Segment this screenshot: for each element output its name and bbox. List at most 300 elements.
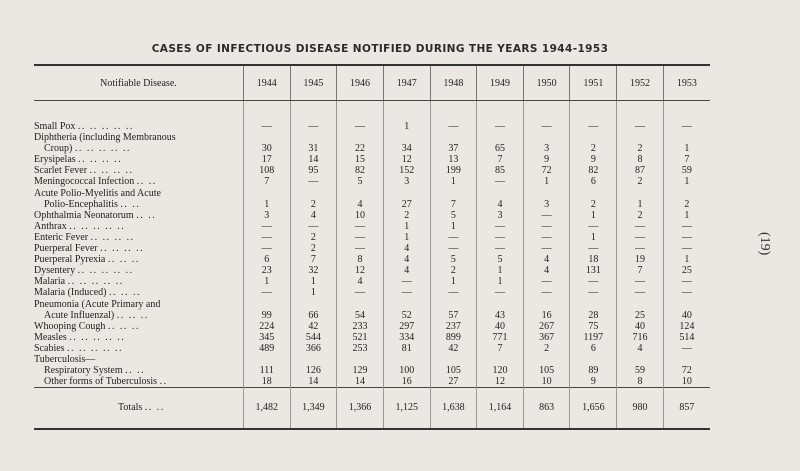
cell-value: 5: [477, 254, 524, 265]
leader-dots: .. .. .. .. ..: [67, 342, 124, 354]
table-row: [34, 287, 710, 298]
cell-value: —: [337, 287, 384, 298]
cell-value: 1: [383, 232, 430, 243]
leader-dots: .. .. .. ..: [89, 165, 134, 177]
cell-value: 131: [570, 265, 617, 276]
cell-value: [383, 132, 430, 143]
table-row: [34, 254, 710, 265]
disease-label: Puerperal Fever: [34, 243, 98, 255]
leader-dots: .. .. ..: [107, 254, 140, 266]
cell-value: [430, 354, 477, 365]
header-year: 1945: [290, 65, 337, 101]
cell-value: 42: [290, 321, 337, 332]
cell-value: [477, 188, 524, 199]
cell-value: 4: [337, 276, 384, 287]
leader-dots: .. .. .. .. ..: [77, 265, 134, 277]
cell-value: [243, 132, 290, 143]
disease-name: [34, 221, 243, 232]
cell-value: 12: [383, 154, 430, 165]
leader-dots: .. .. ..: [116, 309, 149, 321]
total-value: 980: [617, 388, 664, 430]
cell-value: —: [243, 243, 290, 254]
cell-value: 31: [290, 143, 337, 154]
disease-label: Anthrax: [34, 220, 67, 232]
cell-value: 5: [430, 210, 477, 221]
header-year: 1950: [523, 65, 570, 101]
cell-value: [663, 132, 710, 143]
total-value: 1,366: [337, 388, 384, 430]
disease-label: Small Pox: [34, 121, 76, 132]
cell-value: [617, 299, 664, 310]
disease-label: Respiratory System: [44, 365, 123, 377]
cell-value: —: [523, 210, 570, 221]
disease-name: [34, 276, 243, 287]
cell-value: —: [617, 276, 664, 287]
cell-value: 4: [290, 210, 337, 221]
leader-dots: .. ..: [144, 402, 165, 414]
total-value: 857: [663, 388, 710, 430]
disease-label: Acute Polio-Myelitis and Acute: [34, 187, 161, 199]
disease-name: [34, 365, 243, 376]
cell-value: 1: [477, 276, 524, 287]
cell-value: 3: [523, 143, 570, 154]
cell-value: —: [477, 243, 524, 254]
cell-value: 13: [430, 154, 477, 165]
cell-value: 1: [477, 265, 524, 276]
cell-value: 12: [477, 376, 524, 388]
cell-value: 345: [243, 332, 290, 343]
disease-name: [34, 354, 243, 365]
cell-value: 10: [663, 376, 710, 388]
cell-value: —: [383, 276, 430, 287]
leader-dots: ..: [159, 376, 168, 388]
header-year: 1944: [243, 65, 290, 101]
cell-value: 105: [430, 365, 477, 376]
cell-value: [663, 354, 710, 365]
cell-value: —: [617, 232, 664, 243]
cell-value: [383, 188, 430, 199]
disease-name: [34, 376, 243, 388]
header-year: 1949: [477, 65, 524, 101]
cell-value: 152: [383, 165, 430, 176]
cell-value: 52: [383, 310, 430, 321]
cell-value: 7: [430, 199, 477, 210]
disease-label: Puerperal Pyrexia: [34, 254, 106, 266]
disease-label: Enteric Fever: [34, 231, 89, 243]
cell-value: 2: [617, 176, 664, 187]
disease-label: Ophthalmia Neonatorum: [34, 209, 134, 221]
cell-value: 6: [570, 176, 617, 187]
cell-value: —: [430, 121, 477, 132]
cell-value: 7: [663, 154, 710, 165]
cell-value: 1: [383, 221, 430, 232]
leader-dots: .. ..: [136, 176, 157, 188]
cell-value: 9: [570, 154, 617, 165]
cell-value: 43: [477, 310, 524, 321]
disease-name: [34, 321, 243, 332]
cell-value: 366: [290, 343, 337, 354]
disease-label: Croup): [44, 143, 73, 155]
disease-label: Scabies: [34, 342, 65, 354]
header-year: 1947: [383, 65, 430, 101]
cell-value: [477, 354, 524, 365]
cell-value: 126: [290, 365, 337, 376]
cell-value: —: [477, 121, 524, 132]
table-row: [34, 176, 710, 187]
cell-value: 18: [243, 376, 290, 388]
total-value: 1,638: [430, 388, 477, 430]
cell-value: —: [477, 287, 524, 298]
cell-value: 7: [477, 343, 524, 354]
cell-value: —: [243, 121, 290, 132]
cell-value: [290, 354, 337, 365]
cell-value: 6: [243, 254, 290, 265]
disease-label: Dysentery: [34, 265, 76, 277]
cell-value: —: [663, 276, 710, 287]
disease-name: [34, 121, 243, 132]
disease-name: [34, 165, 243, 176]
cell-value: —: [337, 221, 384, 232]
disease-label: Other forms of Tuberculosis: [44, 376, 158, 388]
cell-value: 111: [243, 365, 290, 376]
cell-value: —: [383, 287, 430, 298]
cell-value: —: [477, 232, 524, 243]
page-number: (19): [757, 232, 772, 256]
disease-label: Measles: [34, 331, 67, 343]
cell-value: —: [617, 121, 664, 132]
cell-value: —: [523, 243, 570, 254]
table-row: [34, 221, 710, 232]
cell-value: 7: [617, 265, 664, 276]
cell-value: —: [523, 221, 570, 232]
disease-name: [34, 154, 243, 165]
table-row: [34, 332, 710, 343]
cell-value: 4: [337, 199, 384, 210]
table-row: [34, 199, 710, 210]
cell-value: 1: [570, 210, 617, 221]
table-row: [34, 132, 710, 143]
cell-value: 8: [337, 254, 384, 265]
cell-value: 1: [663, 176, 710, 187]
cell-value: [337, 299, 384, 310]
cell-value: —: [290, 176, 337, 187]
cell-value: —: [337, 243, 384, 254]
table-title: CASES OF INFECTIOUS DISEASE NOTIFIED DURING THE YEARS 1944-1953: [151, 43, 609, 55]
disease-name: [34, 199, 243, 210]
cell-value: 40: [477, 321, 524, 332]
disease-name: [34, 243, 243, 254]
table-row: [34, 265, 710, 276]
cell-value: —: [663, 232, 710, 243]
disease-name: [34, 232, 243, 243]
cell-value: 1197: [570, 332, 617, 343]
header-year: 1946: [337, 65, 384, 101]
cell-value: [290, 188, 337, 199]
cell-value: 40: [617, 321, 664, 332]
cell-value: 5: [337, 176, 384, 187]
cell-value: 2: [663, 199, 710, 210]
cell-value: [243, 299, 290, 310]
disease-label: Scarlet Fever: [34, 165, 88, 177]
cell-value: 1: [430, 221, 477, 232]
disease-name: [34, 265, 243, 276]
cell-value: 2: [617, 143, 664, 154]
table-row: [34, 243, 710, 254]
cell-value: 899: [430, 332, 477, 343]
cell-value: 1: [663, 143, 710, 154]
leader-dots: .. .. .. .. ..: [69, 220, 126, 232]
cell-value: —: [617, 221, 664, 232]
cell-value: —: [663, 243, 710, 254]
cell-value: 89: [570, 365, 617, 376]
header-year: 1952: [617, 65, 664, 101]
cell-value: 57: [430, 310, 477, 321]
cell-value: —: [617, 287, 664, 298]
cell-value: 233: [337, 321, 384, 332]
cell-value: 7: [477, 154, 524, 165]
cell-value: —: [337, 121, 384, 132]
table-row: [34, 188, 710, 199]
total-value: 1,125: [383, 388, 430, 430]
cell-value: 54: [337, 310, 384, 321]
disease-name: [34, 143, 243, 154]
cell-value: 237: [430, 321, 477, 332]
cell-value: 1: [617, 199, 664, 210]
disease-name: [34, 132, 243, 143]
cell-value: 9: [570, 376, 617, 388]
table-row: [34, 365, 710, 376]
cell-value: —: [477, 176, 524, 187]
total-value: 1,482: [243, 388, 290, 430]
cell-value: [243, 354, 290, 365]
cell-value: 105: [523, 365, 570, 376]
cell-value: 66: [290, 310, 337, 321]
cell-value: [337, 188, 384, 199]
cell-value: —: [477, 221, 524, 232]
disease-label: Acute Influenzal): [44, 309, 115, 321]
cell-value: 1: [383, 121, 430, 132]
cell-value: [570, 188, 617, 199]
leader-dots: .. .. .. .. ..: [67, 276, 124, 288]
cell-value: [523, 188, 570, 199]
cell-value: —: [570, 243, 617, 254]
cell-value: —: [663, 287, 710, 298]
cell-value: —: [663, 121, 710, 132]
cell-value: —: [523, 287, 570, 298]
cell-value: [617, 188, 664, 199]
disease-name: [34, 210, 243, 221]
disease-label: Meningococcal Infection: [34, 176, 135, 188]
cell-value: [477, 299, 524, 310]
cell-value: [523, 132, 570, 143]
cell-value: 85: [477, 165, 524, 176]
cell-value: 4: [477, 199, 524, 210]
cell-value: [337, 354, 384, 365]
cell-value: 489: [243, 343, 290, 354]
cell-value: —: [430, 243, 477, 254]
cell-value: 82: [570, 165, 617, 176]
leader-dots: .. .. .. ..: [78, 154, 123, 166]
cell-value: [290, 299, 337, 310]
cell-value: —: [243, 232, 290, 243]
cell-value: —: [523, 232, 570, 243]
cell-value: 30: [243, 143, 290, 154]
cell-value: 34: [383, 143, 430, 154]
cell-value: 2: [383, 210, 430, 221]
cell-value: [617, 132, 664, 143]
cell-value: 1: [430, 176, 477, 187]
cell-value: 4: [383, 243, 430, 254]
cell-value: 2: [290, 232, 337, 243]
table-row: [34, 121, 710, 132]
cell-value: 2: [523, 343, 570, 354]
cell-value: 32: [290, 265, 337, 276]
cell-value: [383, 354, 430, 365]
header-row: [34, 65, 710, 101]
cell-value: [570, 299, 617, 310]
totals-row: [34, 388, 710, 430]
cell-value: 199: [430, 165, 477, 176]
table-row: [34, 354, 710, 365]
cell-value: 1: [243, 199, 290, 210]
cell-value: —: [617, 243, 664, 254]
cell-value: —: [523, 121, 570, 132]
cell-value: 19: [617, 254, 664, 265]
cell-value: 15: [337, 154, 384, 165]
cell-value: 108: [243, 165, 290, 176]
disease-name: [34, 332, 243, 343]
cell-value: 1: [570, 232, 617, 243]
leader-dots: .. .. .. ..: [100, 243, 145, 255]
cell-value: 4: [523, 265, 570, 276]
total-value: 863: [523, 388, 570, 430]
cell-value: [663, 188, 710, 199]
cell-value: [430, 132, 477, 143]
cell-value: 59: [617, 365, 664, 376]
disease-label: Tuberculosis—: [34, 353, 96, 365]
leader-dots: .. .. ..: [107, 320, 140, 332]
cell-value: 297: [383, 321, 430, 332]
cell-value: [430, 299, 477, 310]
disease-name: [34, 176, 243, 187]
disease-label: Malaria (Induced): [34, 287, 107, 299]
cell-value: 7: [290, 254, 337, 265]
cell-value: 27: [383, 199, 430, 210]
disease-label: Diphtheria (including Membranous: [34, 132, 176, 144]
cell-value: 10: [523, 376, 570, 388]
leader-dots: .. .. .. ..: [90, 231, 135, 243]
cell-value: 2: [430, 265, 477, 276]
cell-value: 4: [383, 265, 430, 276]
disease-label: Whooping Cough: [34, 320, 106, 332]
cell-value: 18: [570, 254, 617, 265]
leader-dots: .. .. .. .. ..: [74, 143, 131, 155]
cell-value: 9: [523, 154, 570, 165]
cell-value: [570, 132, 617, 143]
cell-value: —: [337, 232, 384, 243]
cell-value: 4: [523, 254, 570, 265]
leader-dots: .. .. .. .. ..: [69, 331, 126, 343]
cell-value: 521: [337, 332, 384, 343]
cell-value: 16: [523, 310, 570, 321]
total-value: 1,656: [570, 388, 617, 430]
cell-value: 99: [243, 310, 290, 321]
table-row: [34, 321, 710, 332]
cell-value: 1: [290, 287, 337, 298]
disease-label: Polio-Encephalitis: [44, 198, 118, 210]
disease-table: [34, 64, 710, 430]
cell-value: 2: [570, 143, 617, 154]
cell-value: 3: [477, 210, 524, 221]
cell-value: 95: [290, 165, 337, 176]
table-row: [34, 154, 710, 165]
leader-dots: .. .. ..: [108, 287, 141, 299]
cell-value: 367: [523, 332, 570, 343]
disease-name: [34, 188, 243, 199]
cell-value: 59: [663, 165, 710, 176]
disease-name: [34, 299, 243, 310]
cell-value: [243, 188, 290, 199]
cell-value: [663, 299, 710, 310]
cell-value: 5: [430, 254, 477, 265]
table-row: [34, 343, 710, 354]
total-value: 1,164: [477, 388, 524, 430]
cell-value: 81: [383, 343, 430, 354]
table-row: [34, 310, 710, 321]
disease-label: Erysipelas: [34, 154, 76, 166]
cell-value: [383, 299, 430, 310]
cell-value: 7: [243, 176, 290, 187]
disease-name: [34, 287, 243, 298]
table-row: [34, 143, 710, 154]
cell-value: 1: [663, 210, 710, 221]
cell-value: 716: [617, 332, 664, 343]
cell-value: 14: [290, 376, 337, 388]
cell-value: 267: [523, 321, 570, 332]
cell-value: 72: [663, 365, 710, 376]
cell-value: 25: [617, 310, 664, 321]
cell-value: —: [663, 343, 710, 354]
cell-value: 253: [337, 343, 384, 354]
cell-value: —: [570, 121, 617, 132]
spacer-row: [34, 101, 710, 122]
cell-value: 224: [243, 321, 290, 332]
cell-value: 6: [570, 343, 617, 354]
cell-value: [617, 354, 664, 365]
cell-value: 544: [290, 332, 337, 343]
disease-label: Malaria: [34, 276, 66, 288]
table-row: [34, 299, 710, 310]
cell-value: 1: [243, 276, 290, 287]
cell-value: 40: [663, 310, 710, 321]
cell-value: 120: [477, 365, 524, 376]
cell-value: —: [663, 221, 710, 232]
cell-value: 14: [337, 376, 384, 388]
cell-value: 75: [570, 321, 617, 332]
cell-value: 124: [663, 321, 710, 332]
totals-text: Totals: [118, 402, 143, 414]
total-value: 1,349: [290, 388, 337, 430]
cell-value: 4: [617, 343, 664, 354]
cell-value: 17: [243, 154, 290, 165]
cell-value: [337, 132, 384, 143]
cell-value: 1: [290, 276, 337, 287]
leader-dots: .. ..: [136, 209, 157, 221]
cell-value: 3: [523, 199, 570, 210]
cell-value: 2: [570, 199, 617, 210]
cell-value: —: [290, 221, 337, 232]
cell-value: 28: [570, 310, 617, 321]
